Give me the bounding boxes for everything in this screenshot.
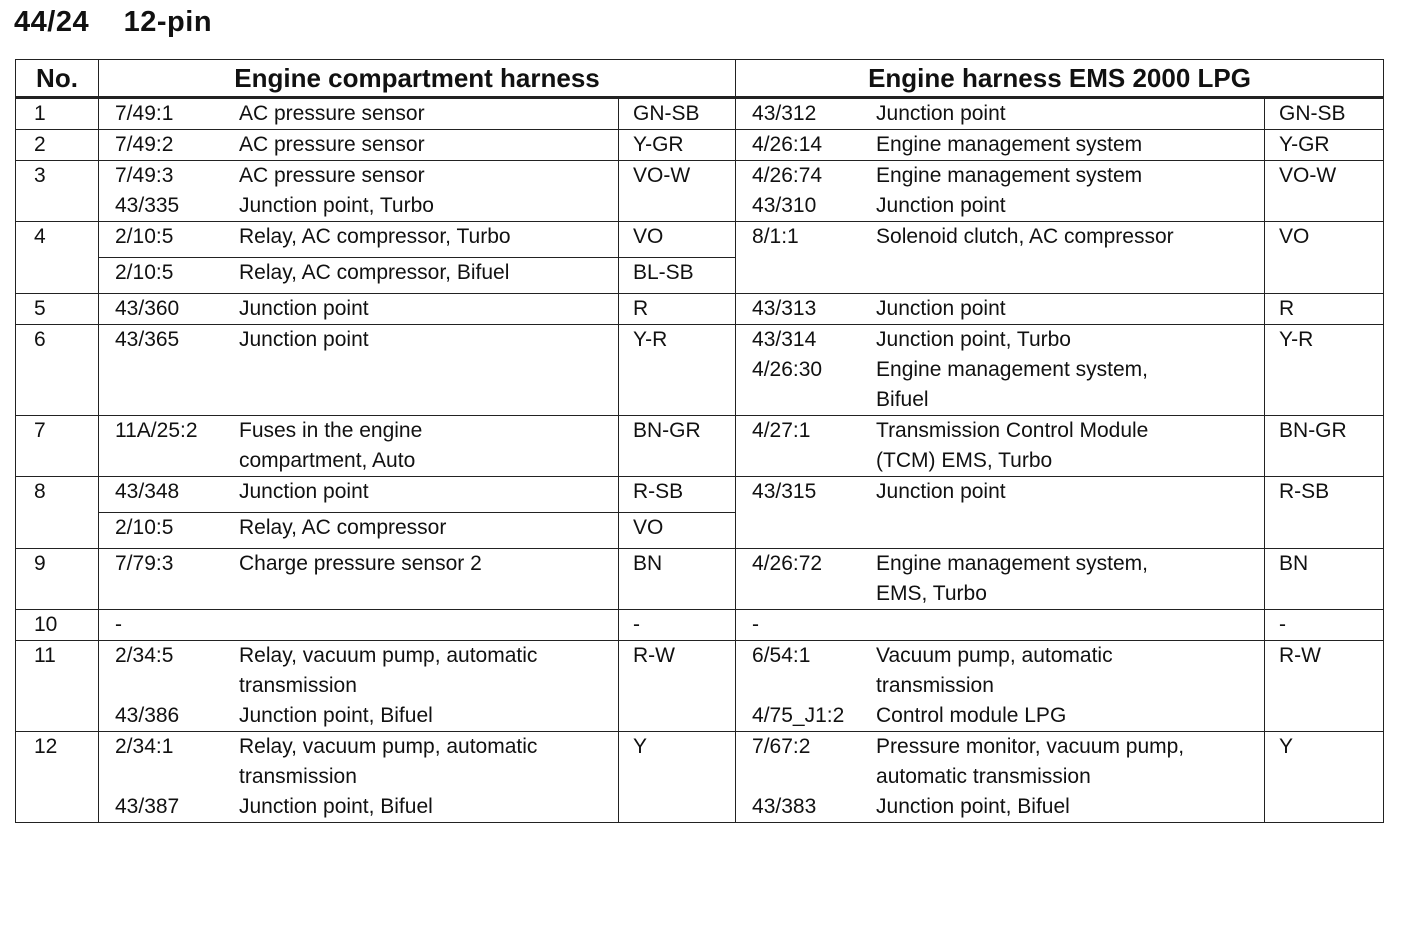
left-wire-color: GN-SB (619, 98, 736, 130)
left-entry (99, 99, 618, 129)
left-harness-cell (99, 610, 619, 641)
left-reference: 7/49:1 (115, 102, 174, 125)
left-harness-cell (99, 258, 619, 294)
left-harness-cell (99, 98, 619, 130)
left-wire-color: Y-R (619, 325, 736, 416)
left-description: Junction point (239, 480, 369, 503)
left-description: Relay, AC compressor, Turbo (239, 225, 511, 248)
left-reference: 2/34:1 (115, 735, 174, 758)
left-wire-color: VO (619, 222, 736, 258)
right-reference: 4/75_J1:2 (752, 704, 845, 727)
left-reference: 11A/25:2 (115, 419, 198, 442)
right-entry (736, 294, 1264, 324)
right-wire-color: BN-GR (1265, 416, 1384, 477)
table-row (16, 477, 1384, 513)
left-wire-color: R-W (619, 641, 736, 732)
left-harness-cell (99, 477, 619, 513)
left-description: Relay, AC compressor (239, 516, 447, 539)
right-reference: 43/310 (752, 194, 817, 217)
table-row (16, 732, 1384, 823)
left-reference: 43/387 (115, 795, 180, 818)
left-reference: 2/34:5 (115, 644, 174, 667)
right-reference: 7/67:2 (752, 735, 811, 758)
left-wire-color: BL-SB (619, 258, 736, 294)
left-wire-color: R-SB (619, 477, 736, 513)
table-row (16, 416, 1384, 477)
left-entry (99, 222, 618, 252)
left-wire-color: BN (619, 549, 736, 610)
left-description: AC pressure sensor (239, 102, 425, 125)
left-harness-cell (99, 732, 619, 823)
header-no: No. (16, 60, 99, 98)
pin-number: 7 (16, 416, 99, 477)
right-harness-cell (736, 294, 1265, 325)
right-reference: 43/312 (752, 102, 817, 125)
right-description: Control module LPG (876, 704, 1067, 727)
connector-number: 44/24 (14, 6, 90, 38)
left-description: Junction point (239, 328, 369, 351)
table-row (16, 130, 1384, 161)
right-reference: 43/313 (752, 297, 817, 320)
left-reference: 7/49:2 (115, 133, 174, 156)
left-entry (99, 130, 618, 160)
left-reference: 43/335 (115, 194, 180, 217)
pin-number: 10 (16, 610, 99, 641)
left-wire-color: VO (619, 513, 736, 549)
left-description (239, 610, 618, 640)
right-reference: 4/26:30 (752, 358, 823, 381)
right-reference: 43/383 (752, 795, 817, 818)
table-row (16, 98, 1384, 130)
right-reference: 43/315 (752, 480, 817, 503)
left-reference: - (115, 613, 122, 636)
right-entry (736, 701, 1264, 731)
right-entry (736, 222, 1264, 252)
left-description: Charge pressure sensor 2 (239, 552, 482, 575)
left-description: Junction point, Turbo (239, 194, 434, 217)
right-wire-color: VO (1265, 222, 1384, 294)
right-wire-color: Y-R (1265, 325, 1384, 416)
right-entry (736, 191, 1264, 221)
right-description: Transmission Control Module (TCM) EMS, Turbo (876, 419, 1149, 472)
pin-number: 9 (16, 549, 99, 610)
right-description (876, 610, 1264, 640)
right-entry (736, 325, 1264, 355)
right-wire-color: Y (1265, 732, 1384, 823)
right-harness-cell (736, 416, 1265, 477)
right-description: Vacuum pump, automatic transmission (876, 644, 1113, 697)
right-entry (736, 610, 1264, 640)
right-description: Junction point (876, 194, 1006, 217)
right-entry (736, 161, 1264, 191)
right-entry (736, 355, 1264, 415)
left-harness-cell (99, 130, 619, 161)
right-wire-color: Y-GR (1265, 130, 1384, 161)
right-description: Junction point, Turbo (876, 328, 1071, 351)
right-entry (736, 99, 1264, 129)
pin-number: 3 (16, 161, 99, 222)
right-description: Engine management system (876, 133, 1143, 156)
right-reference: 4/27:1 (752, 419, 811, 442)
left-description: Relay, vacuum pump, automatic transmission (239, 735, 538, 788)
table-row (16, 549, 1384, 610)
left-entry (99, 701, 618, 731)
right-harness-cell (736, 98, 1265, 130)
left-description: Junction point, Bifuel (239, 704, 433, 727)
right-wire-color: BN (1265, 549, 1384, 610)
table-row (16, 325, 1384, 416)
left-description: Fuses in the engine compartment, Auto (239, 419, 423, 472)
left-entry (99, 325, 618, 355)
right-entry (736, 641, 1264, 701)
right-reference: 6/54:1 (752, 644, 811, 667)
header-row (16, 60, 1384, 98)
right-reference: 43/314 (752, 328, 817, 351)
left-entry (99, 549, 618, 579)
left-harness-cell (99, 294, 619, 325)
right-entry (736, 732, 1264, 792)
right-description: Engine management system (876, 164, 1143, 187)
pin-number: 2 (16, 130, 99, 161)
pin-number: 5 (16, 294, 99, 325)
left-description: AC pressure sensor (239, 164, 425, 187)
right-description: Engine management system, Bifuel (876, 358, 1148, 411)
right-wire-color: - (1265, 610, 1384, 641)
right-description: Junction point (876, 480, 1006, 503)
left-reference: 2/10:5 (115, 516, 174, 539)
pin-number: 1 (16, 98, 99, 130)
left-harness-cell (99, 641, 619, 732)
pin-count: 12-pin (123, 6, 213, 38)
right-harness-cell (736, 161, 1265, 222)
right-description: Junction point (876, 102, 1006, 125)
left-entry (99, 294, 618, 324)
left-reference: 2/10:5 (115, 225, 174, 248)
pin-number: 4 (16, 222, 99, 294)
right-reference: - (752, 613, 760, 636)
table-row (16, 294, 1384, 325)
header-right-harness: Engine harness EMS 2000 LPG (736, 60, 1384, 98)
left-entry (99, 732, 618, 792)
left-reference: 43/348 (115, 480, 180, 503)
left-wire-color: Y-GR (619, 130, 736, 161)
right-wire-color: R (1265, 294, 1384, 325)
pin-number: 11 (16, 641, 99, 732)
left-reference: 7/79:3 (115, 552, 174, 575)
pin-assignment-table (15, 59, 1384, 823)
right-wire-color: R-SB (1265, 477, 1384, 549)
table-row (16, 161, 1384, 222)
left-entry (99, 191, 618, 221)
left-wire-color: Y (619, 732, 736, 823)
left-description: Relay, vacuum pump, automatic transmission (239, 644, 538, 697)
left-entry (99, 610, 618, 640)
table-row (16, 610, 1384, 641)
left-description: Relay, AC compressor, Bifuel (239, 261, 510, 284)
right-reference: 4/26:74 (752, 164, 823, 187)
left-description: Junction point (239, 297, 369, 320)
left-wire-color: BN-GR (619, 416, 736, 477)
left-harness-cell (99, 222, 619, 258)
right-reference: 4/26:72 (752, 552, 823, 575)
right-reference: 4/26:14 (752, 133, 823, 156)
left-description: Junction point, Bifuel (239, 795, 433, 818)
left-entry (99, 641, 618, 701)
table-row (16, 641, 1384, 732)
pin-number: 6 (16, 325, 99, 416)
pin-number: 8 (16, 477, 99, 549)
right-description: Pressure monitor, vacuum pump, automatic transmission (876, 735, 1185, 788)
left-harness-cell (99, 325, 619, 416)
table-row (16, 222, 1384, 258)
right-description: Junction point (876, 297, 1006, 320)
left-wire-color: R (619, 294, 736, 325)
left-entry (99, 161, 618, 191)
left-reference: 43/386 (115, 704, 180, 727)
right-entry (736, 416, 1264, 476)
table-body (16, 98, 1384, 823)
right-harness-cell (736, 641, 1265, 732)
right-description: Engine management system, EMS, Turbo (876, 552, 1148, 605)
right-harness-cell (736, 732, 1265, 823)
left-reference: 7/49:3 (115, 164, 174, 187)
left-reference: 43/360 (115, 297, 180, 320)
left-harness-cell (99, 549, 619, 610)
right-entry (736, 549, 1264, 609)
right-harness-cell (736, 325, 1265, 416)
right-description: Solenoid clutch, AC compressor (876, 225, 1174, 248)
page-heading (14, 6, 212, 39)
left-entry (99, 416, 618, 476)
left-entry (99, 258, 618, 288)
pin-number: 12 (16, 732, 99, 823)
left-reference: 2/10:5 (115, 261, 174, 284)
right-entry (736, 792, 1264, 822)
right-wire-color: VO-W (1265, 161, 1384, 222)
right-harness-cell (736, 130, 1265, 161)
left-entry (99, 477, 618, 507)
left-description: AC pressure sensor (239, 133, 425, 156)
right-entry (736, 477, 1264, 507)
right-harness-cell (736, 222, 1265, 294)
right-wire-color: GN-SB (1265, 98, 1384, 130)
right-wire-color: R-W (1265, 641, 1384, 732)
left-wire-color: VO-W (619, 161, 736, 222)
right-harness-cell (736, 477, 1265, 549)
left-entry (99, 513, 618, 543)
right-reference: 8/1:1 (752, 225, 799, 248)
left-wire-color: - (619, 610, 736, 641)
right-description: Junction point, Bifuel (876, 795, 1070, 818)
header-left-harness: Engine compartment harness (99, 60, 736, 98)
left-harness-cell (99, 513, 619, 549)
left-harness-cell (99, 161, 619, 222)
right-harness-cell (736, 549, 1265, 610)
left-entry (99, 792, 618, 822)
left-reference: 43/365 (115, 328, 180, 351)
left-harness-cell (99, 416, 619, 477)
right-harness-cell (736, 610, 1265, 641)
right-entry (736, 130, 1264, 160)
